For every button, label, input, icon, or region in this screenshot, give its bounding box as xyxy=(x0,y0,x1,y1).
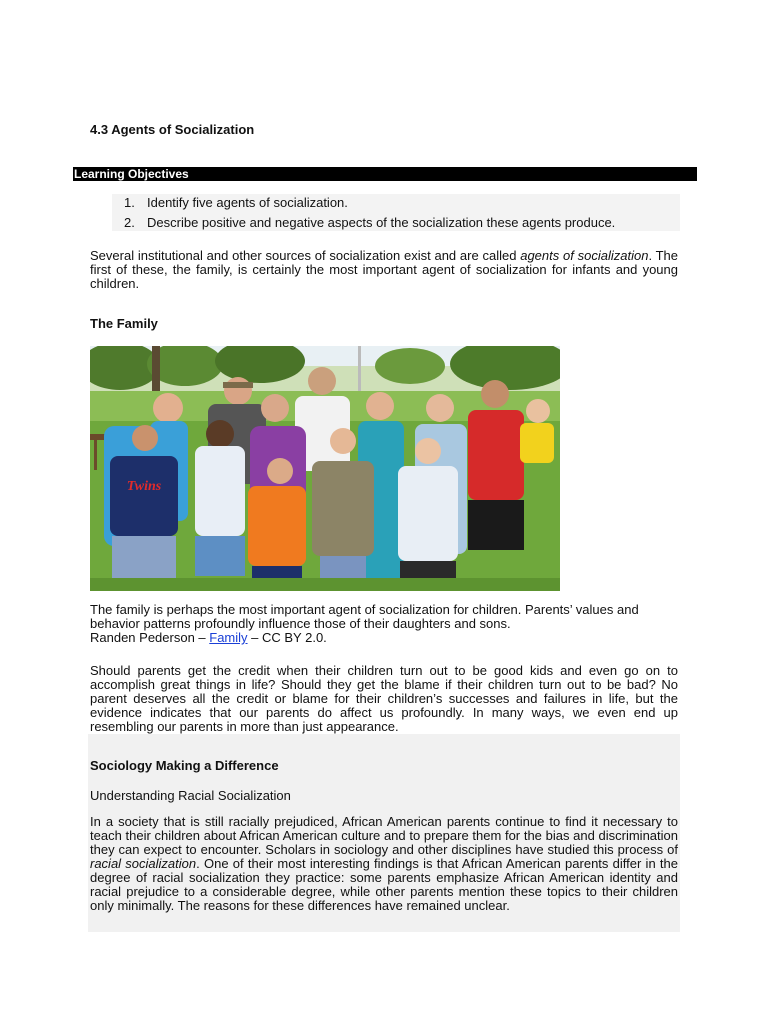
shirt-text: Twins xyxy=(126,479,162,494)
intro-paragraph xyxy=(90,249,678,291)
objective-number: 2. xyxy=(124,215,135,230)
objective-text: Identify five agents of socialization. xyxy=(147,195,348,210)
objective-item xyxy=(112,194,680,214)
intro-term: agents of socialization xyxy=(520,248,649,263)
credit-link[interactable]: Family xyxy=(209,630,248,645)
sidebar-subheading: Understanding Racial Socialization xyxy=(90,788,291,803)
objective-text: Describe positive and negative aspects of the socialization these agents produce. xyxy=(147,215,616,230)
objective-item xyxy=(112,214,680,234)
sidebar-heading: Sociology Making a Difference xyxy=(90,758,279,773)
credit-license: – CC BY 2.0. xyxy=(247,630,327,645)
section-title: 4.3 Agents of Socialization xyxy=(90,122,255,137)
intro-text: Several institutional and other sources of socialization exist and are called xyxy=(90,248,521,263)
objectives-list xyxy=(112,194,680,231)
sidebar-body-text-end: . One of their most interesting findings is that African American parents differ in the degree of racial socialization they practice: some parents emphasize African American identity and racial prejudice to a considerable degree, while other parents mention these topics to their children only minimally. The reasons for these differences have remained unclear. xyxy=(90,856,678,913)
intro-text-end: . The first of these, the family, is certainly the most important agent of socialization for infants and young children. xyxy=(90,248,678,291)
photo-caption xyxy=(90,603,678,645)
sidebar-body-text: In a society that is still racially prejudiced, African American parents continue to find it necessary to teach their children about African American culture and to prepare them for the bias and discrimination they can expect to encounter. Scholars in sociology and other disciplines have studied this process of xyxy=(90,814,678,857)
family-photo-illustration xyxy=(90,346,560,591)
objectives-header: Learning Objectives xyxy=(73,167,697,181)
objective-number: 1. xyxy=(124,195,135,210)
sidebar-term: racial socialization xyxy=(90,856,197,871)
family-photo xyxy=(90,346,560,591)
family-heading: The Family xyxy=(90,316,158,331)
credit-author: Randen Pederson – xyxy=(90,630,210,645)
sidebar-body xyxy=(90,815,678,913)
caption-text: The family is perhaps the most important agent of socialization for children. Parents’ values and behavior patterns profoundly influence those of their daughters and sons. xyxy=(90,602,639,631)
credit-paragraph: Should parents get the credit when their children turn out to be good kids and even go on to accomplish great things in life? Should they get the blame if their children turn out to be bad? No parent deserves all the credit or blame for their children’s successes and failures in life, but the evidence indicates that our parents do affect us profoundly. In many ways, we even end up resembling our parents in more than just appearance. xyxy=(90,663,678,734)
